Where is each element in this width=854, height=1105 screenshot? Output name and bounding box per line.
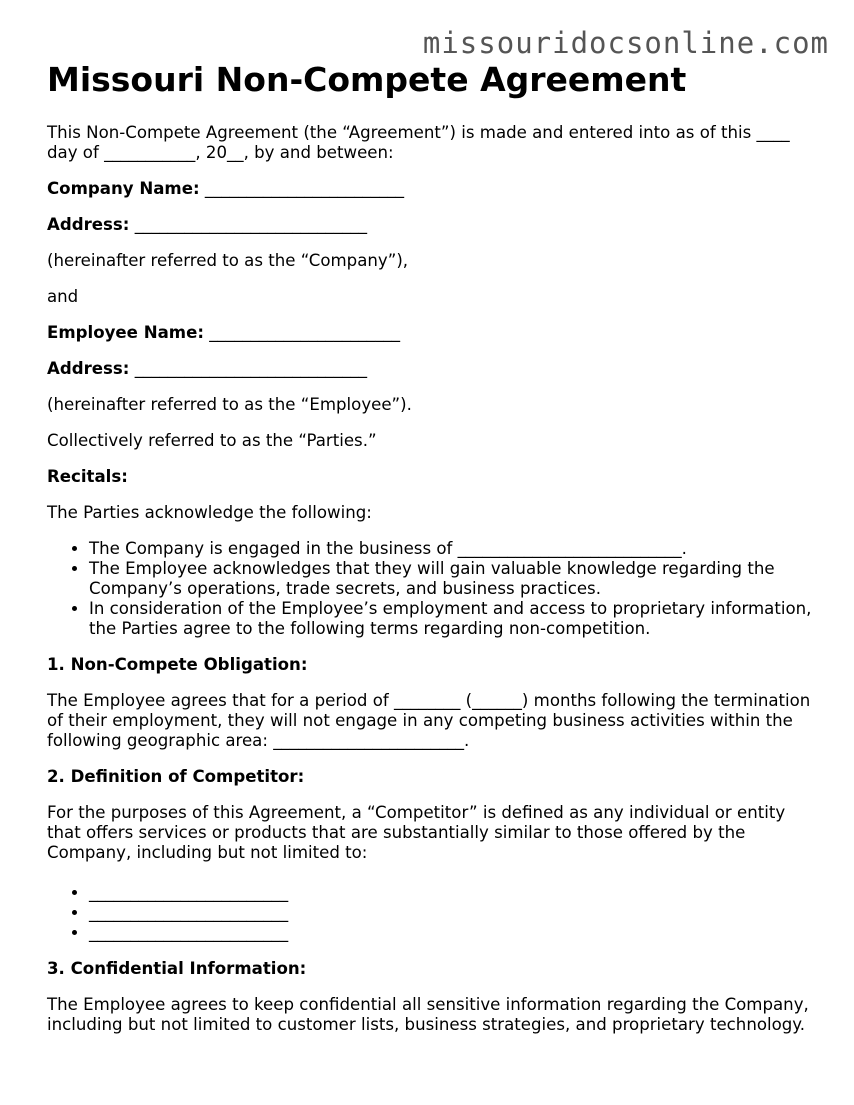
list-item: • ________________________: [89, 923, 817, 943]
recitals-heading: Recitals:: [47, 467, 128, 486]
intro-paragraph: This Non-Compete Agreement (the “Agreement”) is made and entered into as of this ____ day of ___________, 20__, by and between:: [47, 123, 790, 162]
collective-reference: Collectively referred to as the “Parties.”: [47, 431, 377, 450]
section-2-body: For the purposes of this Agreement, a “Competitor” is defined as any individual or entity that offers services or products that are substantially similar to those offered by the Company, including but not limited to:: [47, 803, 786, 862]
document-title: Missouri Non-Compete Agreement: [47, 60, 687, 99]
list-item: • ________________________: [89, 903, 817, 923]
employee-address-line: [47, 359, 817, 379]
list-item: • In consideration of the Employee’s employment and access to proprietary information, the Parties agree to the following terms regarding non-competition.: [89, 599, 817, 639]
company-name-blank: ________________________: [204, 179, 405, 198]
section-2-heading: 2. Definition of Competitor:: [47, 767, 305, 786]
site-watermark: missouridocsonline.com: [422, 26, 829, 60]
and-line: and: [47, 287, 79, 306]
list-item: • ________________________: [89, 883, 817, 903]
employee-name-line: [47, 323, 817, 343]
company-name-line: [47, 179, 817, 199]
employee-name-label: Employee Name:: [47, 323, 204, 342]
section-3-body: The Employee agrees to keep confidential all sensitive information regarding the Company, including but not limited to customer lists, business strategies, and proprietary technology.: [47, 995, 809, 1034]
company-reference: (hereinafter referred to as the “Company”),: [47, 251, 409, 270]
employee-name-blank: _______________________: [209, 323, 401, 342]
employee-address-blank: ____________________________: [134, 359, 368, 378]
list-item: • The Company is engaged in the business of ___________________________.: [89, 539, 817, 559]
recitals-list: [47, 539, 817, 639]
company-address-blank: ____________________________: [134, 215, 368, 234]
document-page: [47, 58, 817, 1035]
section-1-heading: 1. Non-Compete Obligation:: [47, 655, 308, 674]
section-3-heading: 3. Confidential Information:: [47, 959, 307, 978]
competitor-list: [47, 883, 817, 943]
employee-reference: (hereinafter referred to as the “Employee”).: [47, 395, 412, 414]
company-name-label: Company Name:: [47, 179, 200, 198]
recitals-lead: The Parties acknowledge the following:: [47, 503, 372, 522]
employee-address-label: Address:: [47, 359, 130, 378]
section-1-body: The Employee agrees that for a period of ________ (______) months following the termination of their employment, they will not engage in any competing business activities within the following geographic area: _______________________.: [47, 691, 811, 750]
list-item: • The Employee acknowledges that they will gain valuable knowledge regarding the Company’s operations, trade secrets, and business practices.: [89, 559, 817, 599]
company-address-line: [47, 215, 817, 235]
company-address-label: Address:: [47, 215, 130, 234]
